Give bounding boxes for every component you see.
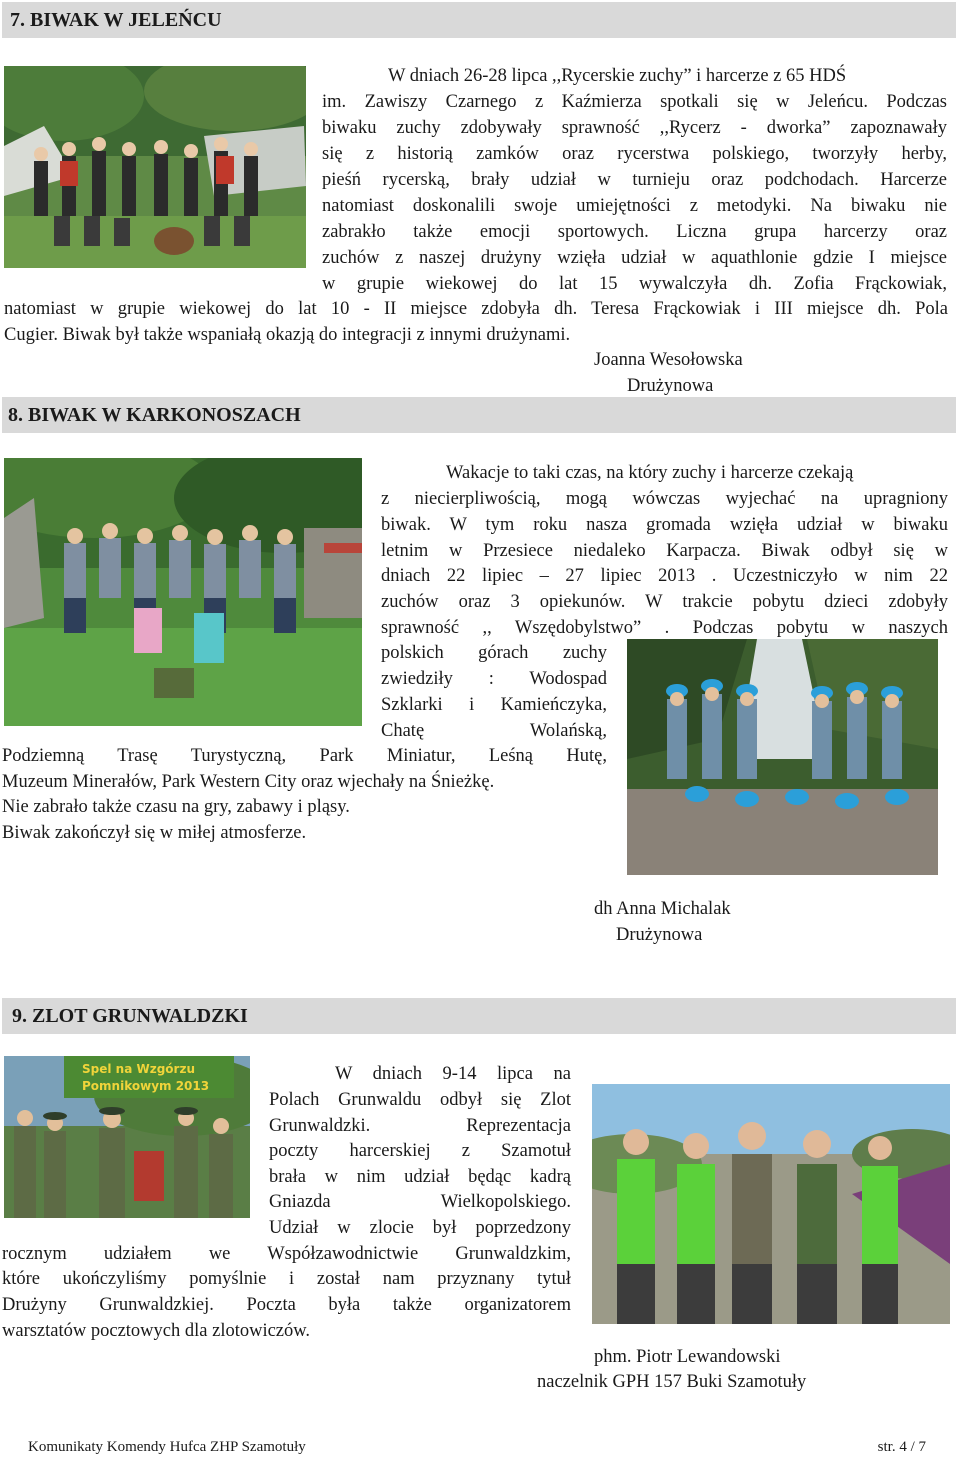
paragraph-line: Nie zabrało także czasu na gry, zabawy i pląsy. <box>2 797 350 817</box>
section-heading-9 <box>2 998 956 1034</box>
signature-role: Drużynowa <box>616 925 703 945</box>
paragraph-line: zabrakło także emocji sportowych. Liczna grupa harcerzy oraz <box>322 222 947 242</box>
paragraph-line: z niecierpliwością, mogą wówczas wyjechać na upragniony <box>381 489 948 509</box>
page-number: str. 4 / 7 <box>877 1439 926 1455</box>
ceremony-photo-icon <box>4 1056 250 1218</box>
paragraph-line: Wakacje to taki czas, na który zuchy i harcerze czekają <box>446 463 854 483</box>
paragraph-line: W dniach 26-28 lipca ,,Rycerskie zuchy” i harcerze z 65 HDŚ <box>388 66 847 86</box>
paragraph-line: dniach 22 lipiec – 27 lipiec 2013 . Uczestniczyło w nim 22 <box>381 566 948 586</box>
paragraph-line: warsztatów pocztowych dla zlotowiczów. <box>2 1321 311 1341</box>
paragraph-line: Muzeum Minerałów, Park Western City oraz wjechały na Śnieżkę. <box>2 772 495 792</box>
paragraph-line: zwiedziły : Wodospad <box>381 669 607 689</box>
signature-name: dh Anna Michalak <box>594 899 731 919</box>
paragraph-line: Grunwaldzki. Reprezentacja <box>269 1116 571 1136</box>
paragraph-line: sprawność ,, Wszędobylstwo” . Podczas pobytu w naszych <box>381 618 948 638</box>
paragraph-line: natomiast doskonalili swoje umiejętności z metodyki. Na biwaku nie <box>322 196 947 216</box>
paragraph-line: które ukończyliśmy pomyślnie i został nam przyznany tytuł <box>2 1269 571 1289</box>
paragraph-line: zuchów z naszej drużyny wzięła udział w aquathlonie gdzie I miejsce <box>322 248 947 268</box>
footer-text: Komunikaty Komendy Hufca ZHP Szamotuły <box>28 1439 306 1455</box>
paragraph-line: brała w nim udział będąc kadrą <box>269 1167 571 1187</box>
paragraph-line: W dniach 9-14 lipca na <box>335 1064 571 1084</box>
waterfall-photo-icon <box>627 639 938 875</box>
paragraph-line: Gniazda Wielkopolskiego. <box>269 1192 571 1212</box>
paragraph-line: Cugier. Biwak był także wspaniałą okazją do integracji z innymi drużynami. <box>4 325 571 345</box>
paragraph-line: rocznym udziałem we Współzawodnictwie Grunwaldzkim, <box>2 1244 571 1264</box>
paragraph-line: Szklarki i Kamieńczyka, <box>381 695 607 715</box>
section-heading-text: 9. ZLOT GRUNWALDZKI <box>12 1005 248 1027</box>
paragraph-line: Chatę Wolańską, <box>381 721 607 741</box>
paragraph-line: im. Zawiszy Czarnego z Kaźmierza spotkali się w Jeleńcu. Podczas <box>322 92 947 112</box>
section-heading-8 <box>2 397 956 433</box>
signature-role: naczelnik GPH 157 Buki Szamotuły <box>537 1372 807 1392</box>
banner-text: Pomnikowym 2013 <box>82 1079 210 1093</box>
paragraph-line: się z historią zamków oraz rycerstwa polskiego, tworzyły herby, <box>322 144 947 164</box>
paragraph-line: Drużyny Grunwaldzkiej. Poczta była także organizatorem <box>2 1295 571 1315</box>
section-heading-text: 7. BIWAK W JELEŃCU <box>10 9 222 31</box>
paragraph-line: biwaku zuchy zdobywały sprawność ,,Rycerz - dworka” zapoznawały <box>322 118 947 138</box>
paragraph-line: w grupie wiekowej do lat 15 wywalczyła dh. Zofia Frąckowiak, <box>322 274 947 294</box>
paragraph-line: Polach Grunwaldu odbył się Zlot <box>269 1090 571 1110</box>
signature-role: Drużynowa <box>627 376 714 396</box>
paragraph-line: natomiast w grupie wiekowej do lat 10 - II miejsce zdobyła dh. Teresa Frąckowiak i III miejsce dh. Pola <box>4 299 948 319</box>
paragraph-line: Biwak zakończył się w miłej atmosferze. <box>2 823 307 843</box>
paragraph-line: zuchów oraz 3 opiekunów. W trakcie pobytu dzieci zdobyły <box>381 592 948 612</box>
paragraph-line: pieśń rycerską, brały udział w turnieju oraz podchodach. Harcerze <box>322 170 947 190</box>
section-heading-7 <box>2 2 956 38</box>
signature-name: Joanna Wesołowska <box>594 350 743 370</box>
group-photo-przesieka-icon <box>4 458 362 726</box>
paragraph-line: letnim w Przesiece niedaleko Karpacza. Biwak odbył się w <box>381 541 948 561</box>
team-green-shirts-photo-icon <box>592 1084 950 1324</box>
paragraph-line: biwak. W tym roku nasza gromada wzięła udział w biwaku <box>381 515 948 535</box>
group-photo-jelenec-icon <box>4 66 306 268</box>
paragraph-line: Podziemną Trasę Turystyczną, Park Miniatur, Leśną Hutę, <box>2 746 607 766</box>
banner-text: Spel na Wzgórzu <box>82 1062 195 1076</box>
signature-name: phm. Piotr Lewandowski <box>594 1347 781 1367</box>
section-heading-text: 8. BIWAK W KARKONOSZACH <box>8 404 301 426</box>
paragraph-line: Udział w zlocie był poprzedzony <box>269 1218 571 1238</box>
paragraph-line: polskich górach zuchy <box>381 643 607 663</box>
paragraph-line: poczty harcerskiej z Szamotuł <box>269 1141 571 1161</box>
